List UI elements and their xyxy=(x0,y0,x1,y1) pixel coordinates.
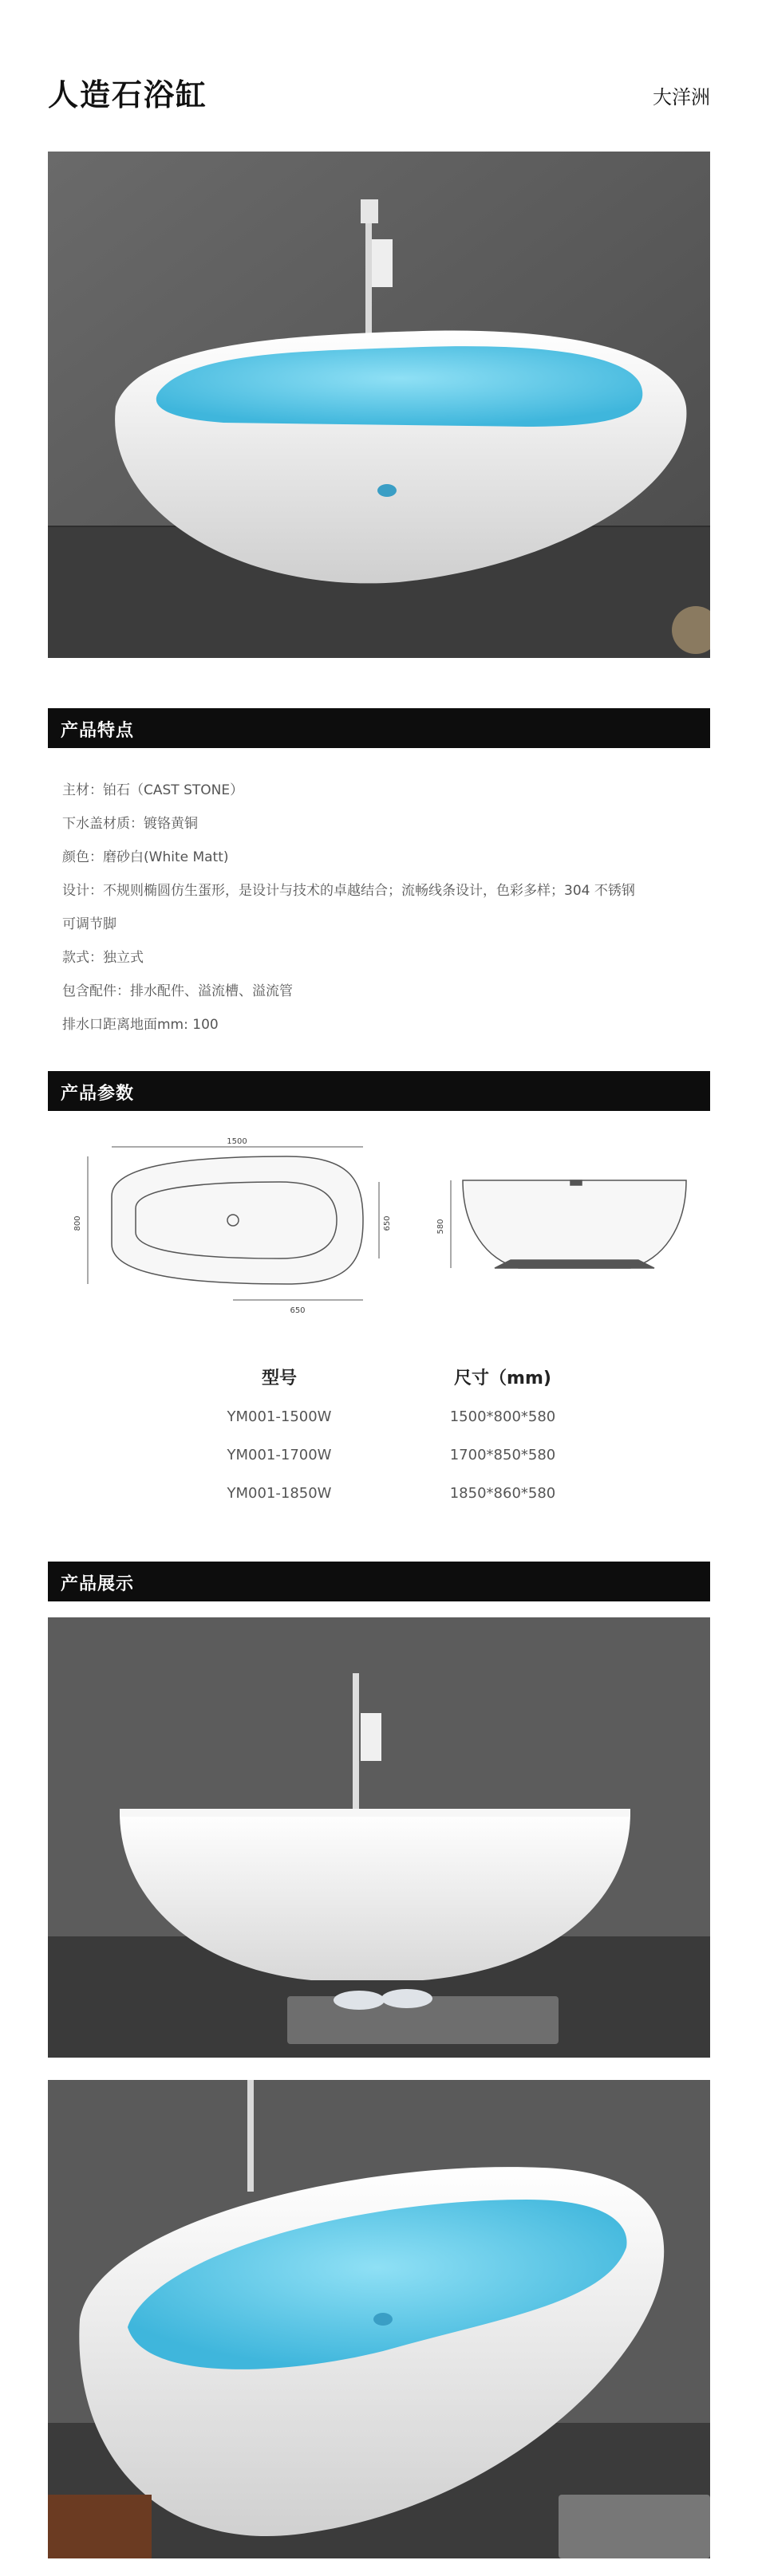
side-view-drawing xyxy=(451,1180,686,1268)
spec-size: 1500*800*580 xyxy=(449,1408,556,1425)
hero-photo xyxy=(48,152,710,658)
section-title-params: 产品参数 xyxy=(61,1084,135,1104)
spec-model: YM001-1850W xyxy=(227,1484,332,1502)
table-row xyxy=(160,1397,606,1436)
section-title-features: 产品特点 xyxy=(61,721,135,741)
table-row xyxy=(160,1474,606,1512)
feature-drain-height: 排水口距离地面mm: 100 xyxy=(62,1017,219,1033)
technical-drawings xyxy=(48,1132,710,1332)
section-bar-params xyxy=(48,1071,710,1111)
feature-design: 设计：不规则椭圆仿生蛋形，是设计与技术的卓越结合；流畅线条设计，色彩多样；304 不锈钢 xyxy=(62,883,635,899)
dim-inner-label: 650 xyxy=(383,1215,392,1231)
dim-drain-label: 650 xyxy=(290,1306,306,1315)
page-header xyxy=(0,0,758,152)
showcase-photo-1 xyxy=(48,1617,710,2058)
section-bar-features xyxy=(48,708,710,748)
top-view-drawing xyxy=(88,1147,379,1300)
features-list xyxy=(62,774,701,1042)
dim-height-label: 580 xyxy=(436,1219,445,1235)
spec-header-size: 尺寸（mm) xyxy=(454,1368,551,1388)
spec-header-model: 型号 xyxy=(261,1368,297,1388)
section-title-showcase: 产品展示 xyxy=(61,1574,135,1594)
spec-table xyxy=(160,1356,606,1512)
feature-material: 主材：铂石（CAST STONE） xyxy=(62,782,244,798)
table-row xyxy=(160,1436,606,1474)
spec-size: 1700*850*580 xyxy=(449,1446,556,1463)
section-bar-showcase xyxy=(48,1562,710,1601)
spec-model: YM001-1500W xyxy=(227,1408,332,1425)
product-title: 人造石浴缸 xyxy=(48,77,208,112)
feature-drain-cover: 下水盖材质：镀铬黄铜 xyxy=(62,816,198,832)
feature-style: 款式：独立式 xyxy=(62,950,144,966)
spec-model: YM001-1700W xyxy=(227,1446,332,1463)
spec-size: 1850*860*580 xyxy=(449,1484,556,1502)
showcase-photo-2 xyxy=(48,2080,710,2558)
feature-accessories: 包含配件：排水配件、溢流槽、溢流管 xyxy=(62,983,293,999)
brand-name: 大洋洲 xyxy=(653,86,710,108)
dim-width-label: 1500 xyxy=(227,1137,247,1146)
feature-color: 颜色：磨砂白(White Matt) xyxy=(62,849,229,865)
spec-table-header xyxy=(160,1356,606,1397)
feature-design-cont: 可调节脚 xyxy=(62,916,116,932)
dim-depth-label: 800 xyxy=(73,1215,82,1231)
